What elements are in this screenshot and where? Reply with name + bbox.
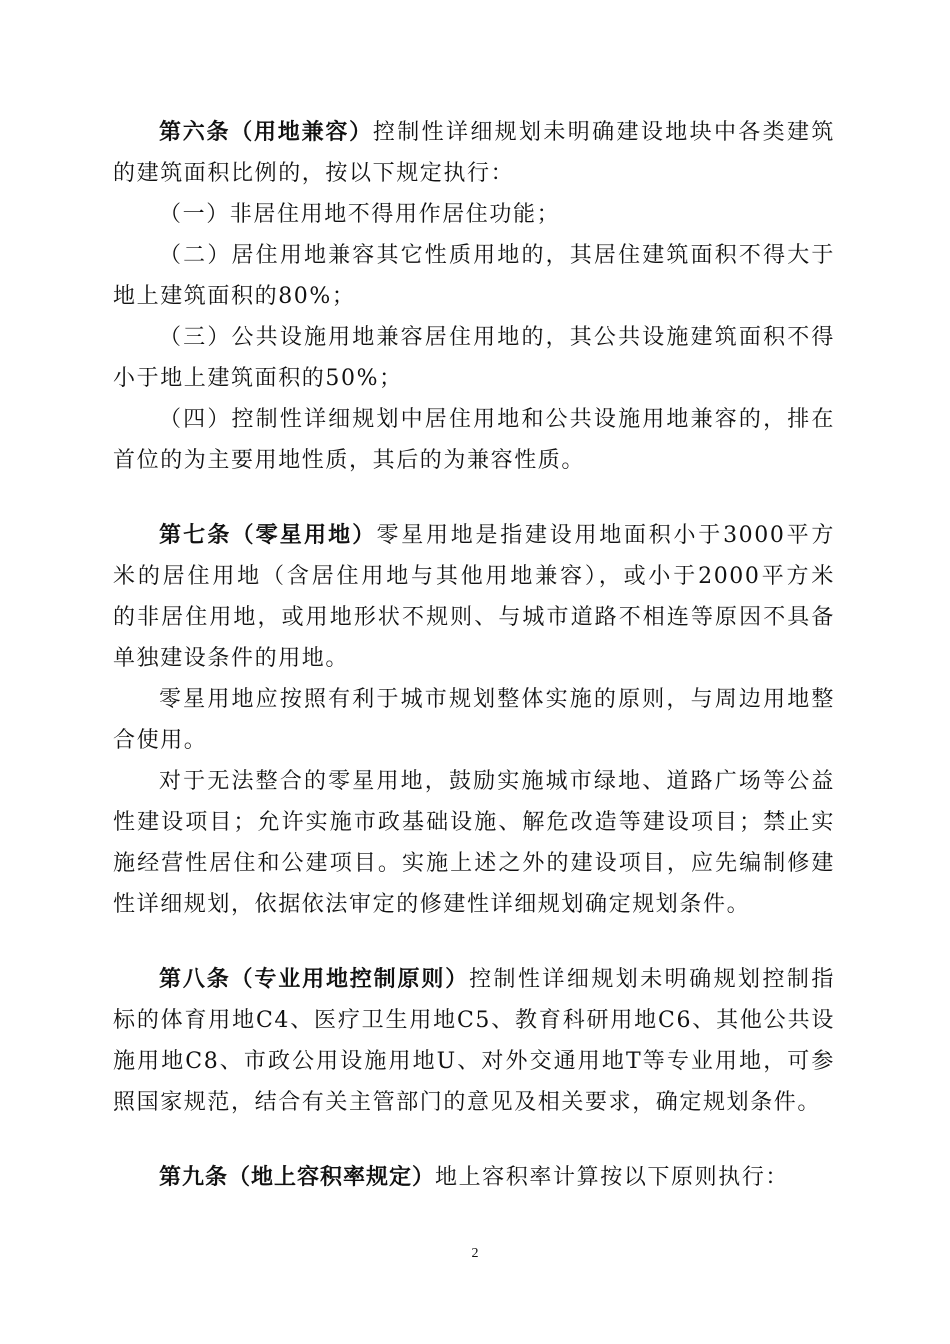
article-6-item-3: （三）公共设施用地兼容居住用地的，其公共设施建筑面积不得 xyxy=(159,325,835,350)
article-6-line: 首位的为主要用地性质，其后的为兼容性质。 xyxy=(113,448,586,473)
article-7-paragraph-3: 对于无法整合的零星用地，鼓励实施城市绿地、道路广场等公益 xyxy=(159,769,835,794)
article-6-heading: 第六条（用地兼容） xyxy=(159,120,373,145)
article-8-line: 标的体育用地C4、医疗卫生用地C5、教育科研用地C6、其他公共设 xyxy=(113,1008,835,1033)
article-6-line: 小于地上建筑面积的50%； xyxy=(113,366,403,391)
article-7-line: 施经营性居住和公建项目。实施上述之外的建设项目，应先编制修建 xyxy=(113,851,835,876)
article-9-heading: 第九条（地上容积率规定） xyxy=(159,1165,436,1190)
article-7-line: 性详细规划，依据依法审定的修建性详细规划确定规划条件。 xyxy=(113,892,751,917)
article-8-first-line xyxy=(113,959,835,1000)
article-8-line: 照国家规范，结合有关主管部门的意见及相关要求，确定规划条件。 xyxy=(113,1090,822,1115)
article-7-text: 零星用地是指建设用地面积小于3000平方 xyxy=(376,523,835,548)
article-8-heading: 第八条（专业用地控制原则） xyxy=(159,967,470,992)
article-7-line: 的非居住用地，或用地形状不规则、与城市道路不相连等原因不具备 xyxy=(113,605,835,630)
article-7-line: 性建设项目；允许实施市政基础设施、解危改造等建设项目；禁止实 xyxy=(113,810,835,835)
paragraph-spacer xyxy=(113,1123,835,1157)
document-body xyxy=(113,112,835,1198)
article-8-text: 控制性详细规划未明确规划控制指 xyxy=(469,967,835,992)
article-6-line: 地上建筑面积的80%； xyxy=(113,284,356,309)
article-8-line: 施用地C8、市政公用设施用地U、对外交通用地T等专业用地，可参 xyxy=(113,1049,835,1074)
article-7-first-line xyxy=(113,515,835,556)
article-6-item-2: （二）居住用地兼容其它性质用地的，其居住建筑面积不得大于 xyxy=(159,243,835,268)
article-7-line: 米的居住用地（含居住用地与其他用地兼容），或小于2000平方米 xyxy=(113,564,835,589)
article-9-text: 地上容积率计算按以下原则执行： xyxy=(435,1165,790,1190)
article-7-heading: 第七条（零星用地） xyxy=(159,523,377,548)
article-9-first-line xyxy=(113,1157,835,1198)
article-6-text: 控制性详细规划未明确建设地块中各类建筑 xyxy=(372,120,835,145)
paragraph-spacer xyxy=(113,481,835,515)
article-7-line: 单独建设条件的用地。 xyxy=(113,646,350,671)
paragraph-spacer xyxy=(113,925,835,959)
article-6-item-1: （一）非居住用地不得用作居住功能； xyxy=(159,202,561,227)
article-6-first-line xyxy=(113,112,835,153)
article-7-line: 合使用。 xyxy=(113,728,208,753)
article-6-line: 的建筑面积比例的，按以下规定执行： xyxy=(113,161,515,186)
article-6-item-4: （四）控制性详细规划中居住用地和公共设施用地兼容的，排在 xyxy=(159,407,835,432)
page-number: 2 xyxy=(471,1246,479,1261)
article-7-paragraph-2: 零星用地应按照有利于城市规划整体实施的原则，与周边用地整 xyxy=(159,687,835,712)
